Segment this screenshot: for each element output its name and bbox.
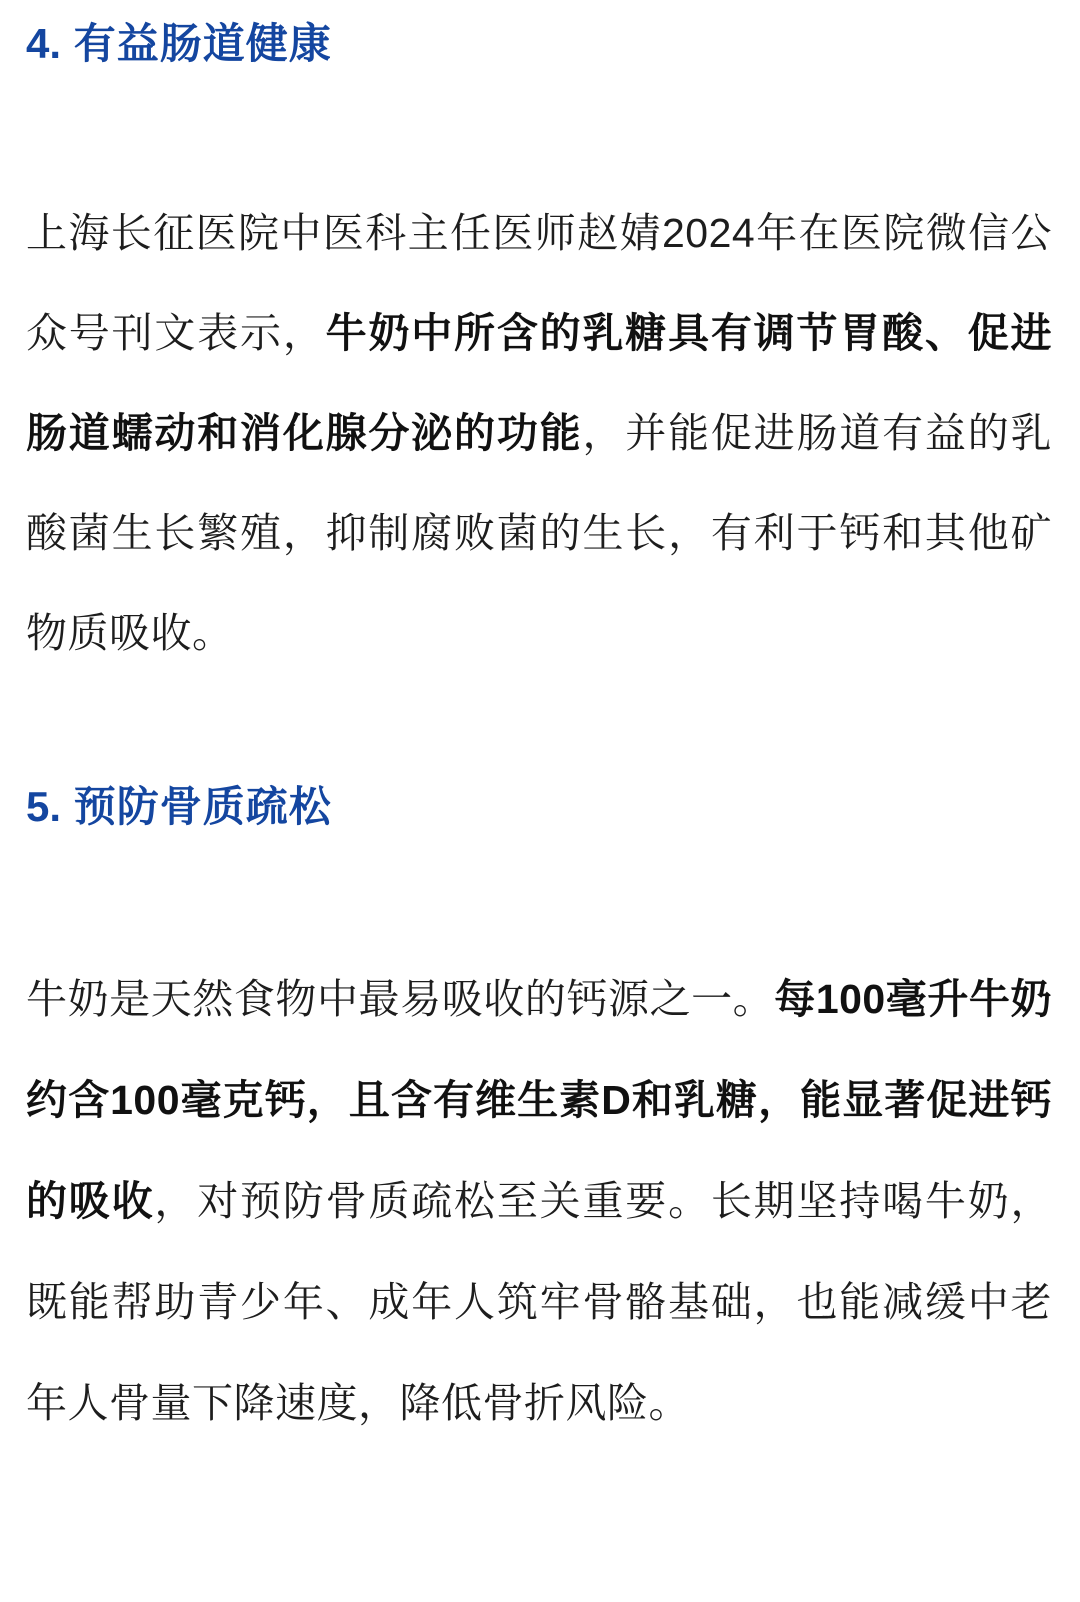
paragraph-4-segment-2-bold: 牛奶中所含的乳糖具有调节胃酸、促进肠道蠕动和消化腺分泌的功能 [26,309,1053,456]
paragraph-5-segment-2-bold: 每100毫升牛奶约含100毫克钙，且含有维生素D和乳糖，能显著促进钙的吸收 [26,976,1053,1224]
spacer-after-heading-5 [26,833,1052,949]
section-heading-4 [26,18,1052,71]
section-title-5: 预防骨质疏松 [73,782,332,830]
section-paragraph-4 [26,183,1052,683]
paragraph-4-segment-1: 上海长征医院中医科主任医师赵婧2024年在医院微信公众号刊文表示， [26,209,1052,356]
paragraph-5-segment-3: ，对预防骨质疏松至关重要。长期坚持喝牛奶，既能帮助青少年、成年人筑牢骨骼基础，也能减缓中老年人骨量下降速度，降低骨折风险。 [26,1178,1053,1426]
section-heading-5 [26,781,1052,834]
spacer-after-heading-4 [26,71,1052,183]
section-number-4: 4. [26,20,62,67]
spacer-between-sections [26,683,1052,781]
paragraph-4-segment-3: ，并能促进肠道有益的乳酸菌生长繁殖，抑制腐败菌的生长，有利于钙和其他矿物质吸收。 [26,409,1053,656]
section-title-4: 有益肠道健康 [73,20,332,67]
section-paragraph-5 [26,949,1052,1454]
section-number-5: 5. [26,782,62,830]
paragraph-5-segment-1: 牛奶是天然食物中最易吸收的钙源之一。 [26,976,775,1022]
